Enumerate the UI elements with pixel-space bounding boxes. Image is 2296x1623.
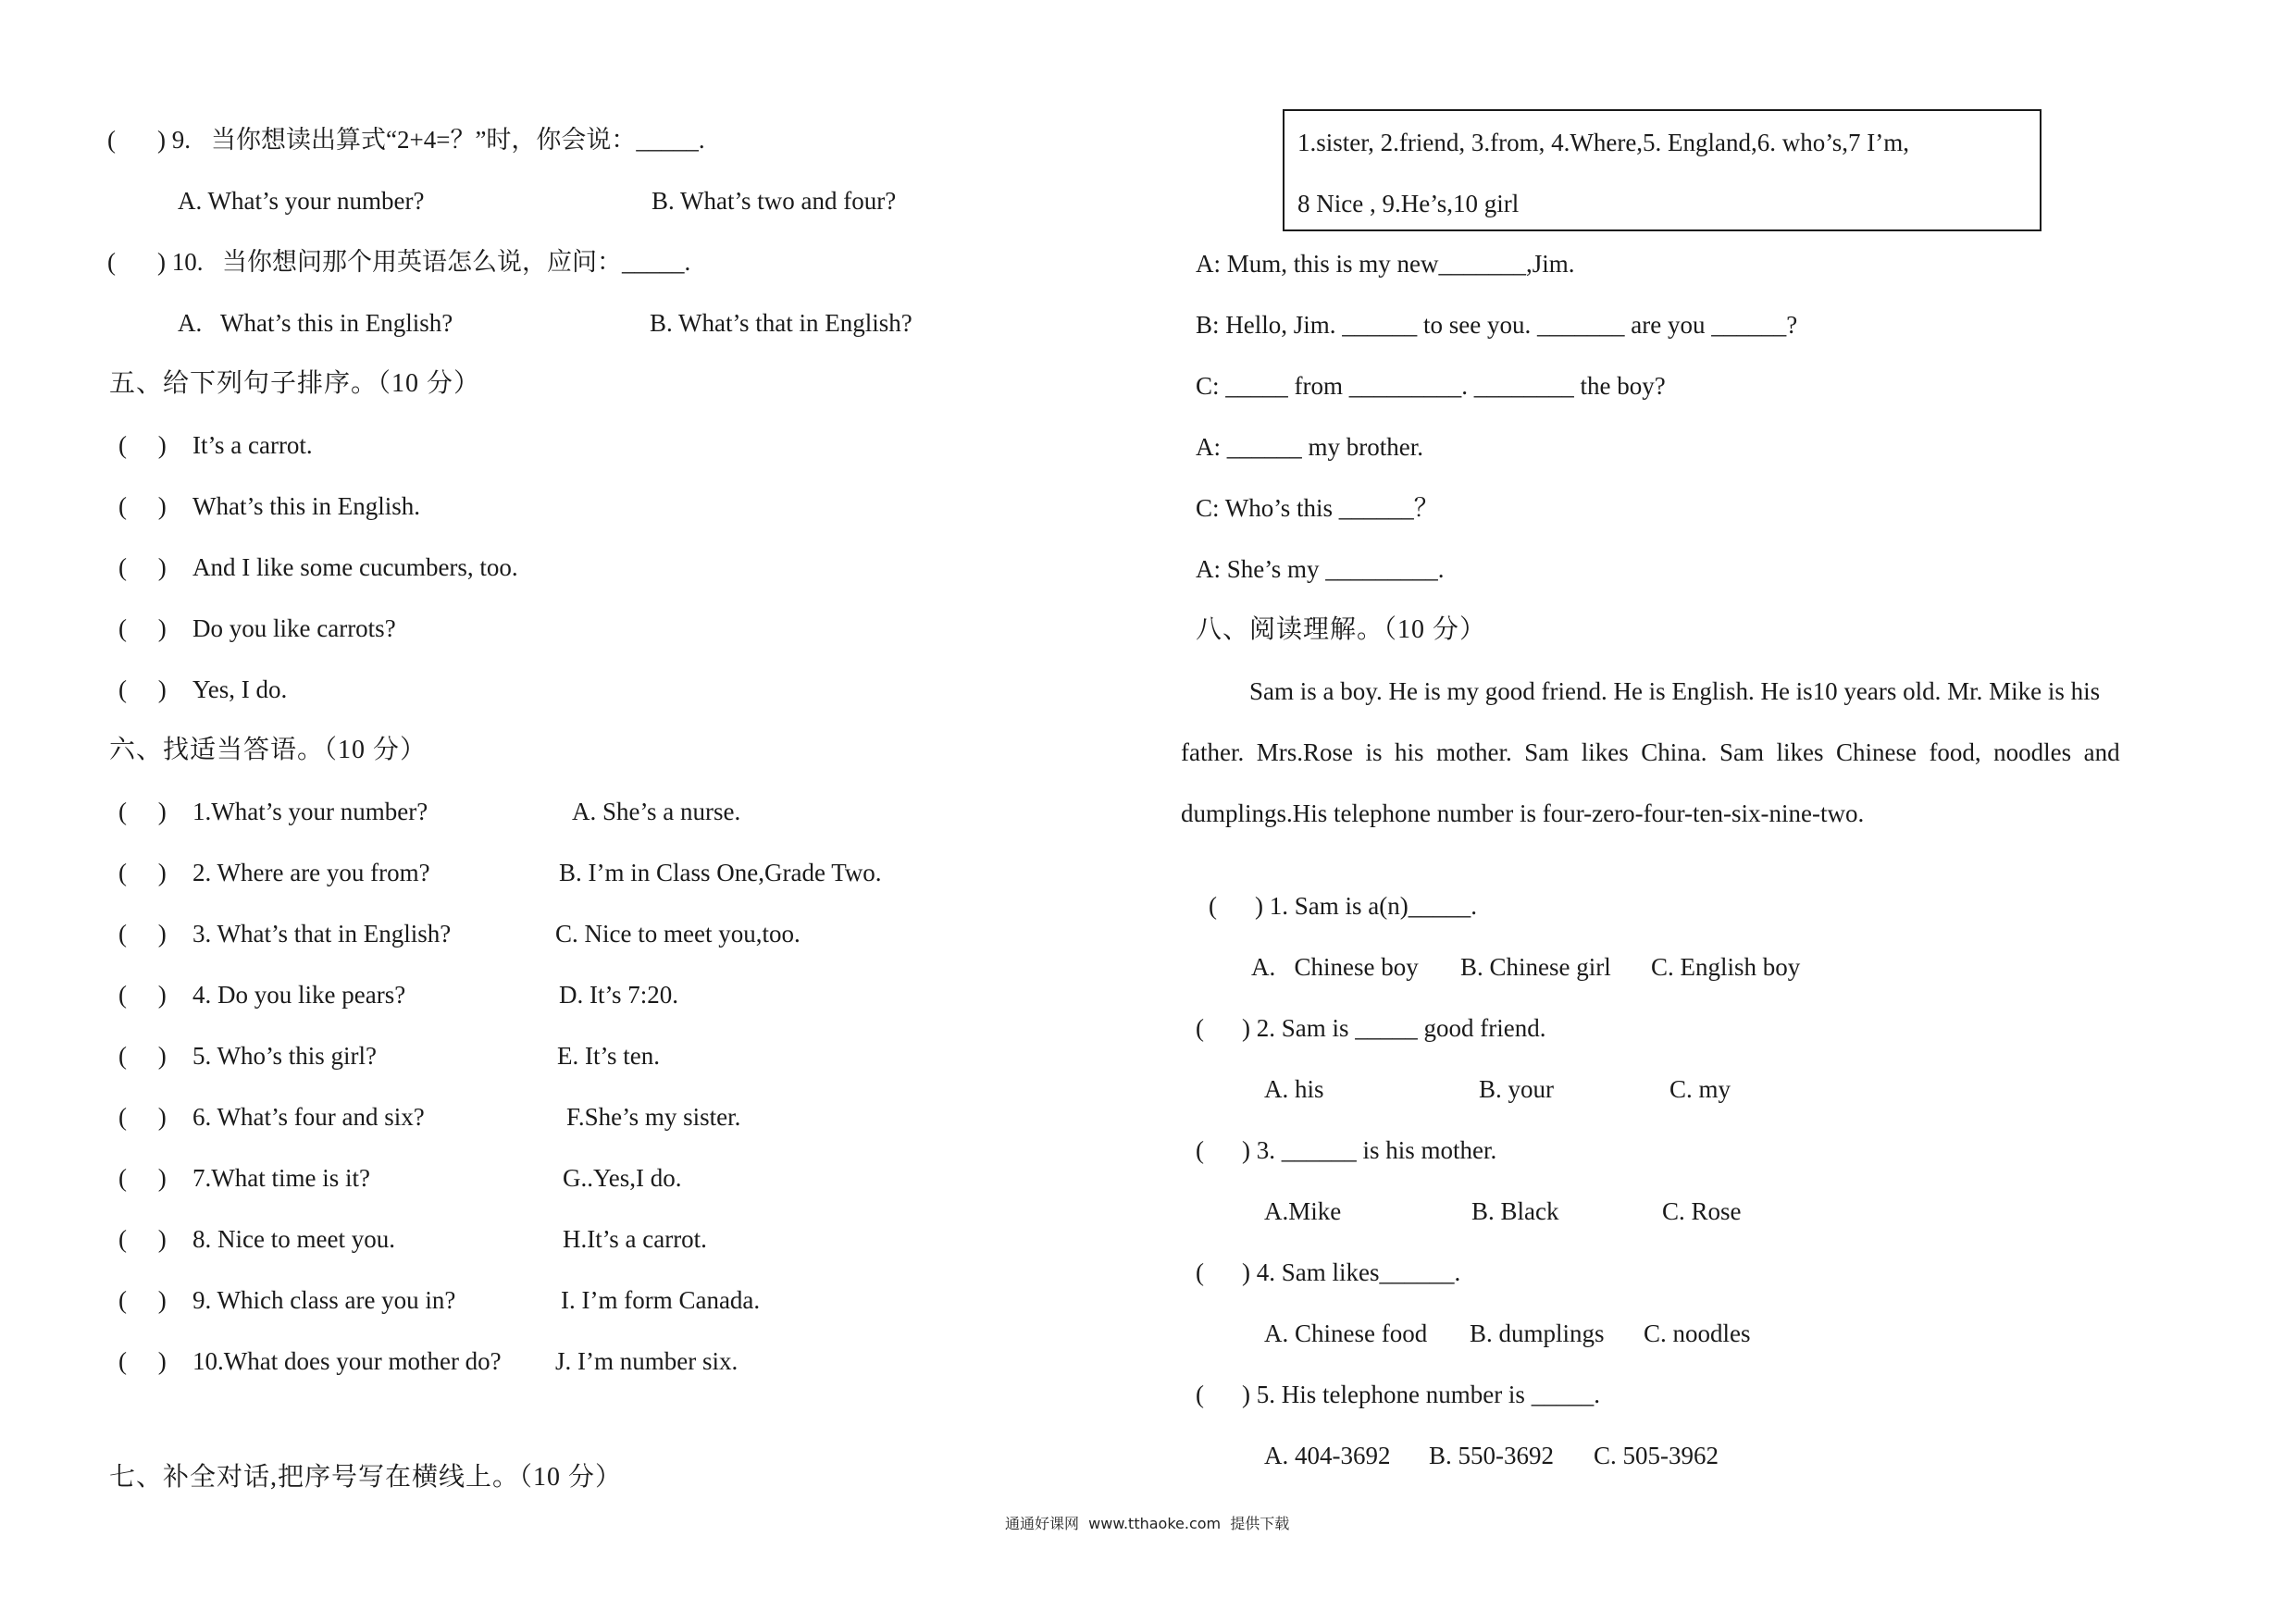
sec5-paren-2: ( ): [118, 492, 167, 520]
rc-q1-paren: (: [1209, 892, 1217, 920]
rc-q3-option-b: B. Black: [1471, 1197, 1559, 1225]
rc-q1-stem: ) 1. Sam is a(n)_____.: [1255, 892, 1477, 920]
section-5-title: 五、给下列句子排序。（10 分）: [109, 369, 481, 398]
q10-number: ) 10.: [157, 248, 204, 276]
sec6-question-1: 1.What’s your number?: [192, 798, 428, 825]
sec5-paren-4: ( ): [118, 614, 167, 642]
rc-q4-option-c: C. noodles: [1644, 1319, 1751, 1347]
sec5-item-3: And I like some cucumbers, too.: [192, 553, 518, 581]
sec6-paren-3: ( ): [118, 920, 167, 948]
section-7-title: 七、补全对话,把序号写在横线上。（10 分）: [109, 1463, 623, 1492]
rc-q5-paren: (: [1196, 1381, 1204, 1408]
sec6-answer-j: J. I’m number six.: [555, 1347, 738, 1375]
rc-q5-option-a: A. 404-3692: [1264, 1442, 1391, 1469]
sec6-answer-i: I. I’m form Canada.: [561, 1286, 761, 1314]
rc-q4-stem: ) 4. Sam likes______.: [1242, 1258, 1461, 1286]
rc-q2-option-a: A. his: [1264, 1075, 1324, 1103]
q10-paren: (: [107, 248, 116, 276]
sec6-paren-1: ( ): [118, 798, 167, 825]
rc-q2-stem: ) 2. Sam is _____ good friend.: [1242, 1014, 1546, 1042]
sec6-paren-6: ( ): [118, 1103, 167, 1131]
footer-credit: 通通好课网 www.tthaoke.com 提供下载: [1005, 1515, 1290, 1532]
sec6-paren-10: ( ): [118, 1347, 167, 1375]
sec6-question-3: 3. What’s that in English?: [192, 920, 452, 948]
sec6-question-9: 9. Which class are you in?: [192, 1286, 456, 1314]
sec5-paren-1: ( ): [118, 431, 167, 459]
sec6-question-8: 8. Nice to meet you.: [192, 1225, 395, 1253]
sec6-paren-8: ( ): [118, 1225, 167, 1253]
sec6-question-6: 6. What’s four and six?: [192, 1103, 425, 1131]
rc-q3-option-a: A.Mike: [1264, 1197, 1342, 1225]
dialog-line-5: C: Who’s this ______？: [1196, 494, 1439, 522]
sec6-paren-7: ( ): [118, 1164, 167, 1192]
sec6-question-4: 4. Do you like pears?: [192, 981, 406, 1009]
q9-prompt: 当你想读出算式“2+4=？”时，你会说：_____.: [211, 126, 705, 154]
rc-q3-option-c: C. Rose: [1662, 1197, 1742, 1225]
passage-line-2: father. Mrs.Rose is his mother. Sam likes China. Sam likes Chinese food, noodles and: [1181, 738, 2120, 766]
q10-prompt: 当你想问那个用英语怎么说，应问：_____.: [222, 248, 691, 276]
word-bank-line-1: 1.sister, 2.friend, 3.from, 4.Where,5. England,6. who’s,7 I’m,: [1297, 129, 1910, 156]
rc-q3-stem: ) 3. ______ is his mother.: [1242, 1136, 1497, 1164]
rc-q2-paren: (: [1196, 1014, 1204, 1042]
sec5-item-1: It’s a carrot.: [192, 431, 313, 459]
section-6-title: 六、找适当答语。（10 分）: [109, 736, 428, 764]
dialog-line-4: A: ______ my brother.: [1196, 433, 1423, 461]
rc-q4-paren: (: [1196, 1258, 1204, 1286]
rc-q1-option-c: C. English boy: [1651, 953, 1801, 981]
dialog-line-6: A: She’s my _________.: [1196, 555, 1445, 583]
sec6-answer-b: B. I’m in Class One,Grade Two.: [559, 859, 882, 886]
sec6-question-7: 7.What time is it?: [192, 1164, 370, 1192]
rc-q2-option-c: C. my: [1669, 1075, 1731, 1103]
sec6-paren-4: ( ): [118, 981, 167, 1009]
sec5-paren-5: ( ): [118, 675, 167, 703]
rc-q5-stem: ) 5. His telephone number is _____.: [1242, 1381, 1600, 1408]
sec5-paren-3: ( ): [118, 553, 167, 581]
rc-q1-option-a: A. Chinese boy: [1251, 953, 1419, 981]
sec6-answer-c: C. Nice to meet you,too.: [555, 920, 800, 948]
sec6-answer-a: A. She’s a nurse.: [572, 798, 741, 825]
sec6-answer-f: F.She’s my sister.: [566, 1103, 741, 1131]
passage-line-3: dumplings.His telephone number is four-zero-four-ten-six-nine-two.: [1181, 799, 1865, 827]
sec5-item-5: Yes, I do.: [192, 675, 288, 703]
rc-q4-option-b: B. dumplings: [1470, 1319, 1605, 1347]
sec6-answer-h: H.It’s a carrot.: [563, 1225, 707, 1253]
q9-option-a: A. What’s your number?: [178, 187, 425, 215]
rc-q3-paren: (: [1196, 1136, 1204, 1164]
rc-q5-option-c: C. 505-3962: [1594, 1442, 1719, 1469]
rc-q4-option-a: A. Chinese food: [1264, 1319, 1428, 1347]
passage-line-1: Sam is a boy. He is my good friend. He is English. He is10 years old. Mr. Mike is his: [1249, 677, 2101, 705]
rc-q5-option-b: B. 550-3692: [1429, 1442, 1554, 1469]
q10-option-a: A. What’s this in English?: [178, 309, 453, 337]
sec5-item-4: Do you like carrots?: [192, 614, 396, 642]
sec6-question-2: 2. Where are you from?: [192, 859, 430, 886]
sec6-answer-e: E. It’s ten.: [557, 1042, 660, 1070]
word-bank-line-2: 8 Nice , 9.He’s,10 girl: [1297, 190, 1520, 217]
sec6-question-5: 5. Who’s this girl?: [192, 1042, 377, 1070]
rc-q1-option-b: B. Chinese girl: [1460, 953, 1611, 981]
q9-number: ) 9.: [157, 126, 191, 154]
sec6-paren-9: ( ): [118, 1286, 167, 1314]
sec6-answer-g: G..Yes,I do.: [563, 1164, 682, 1192]
dialog-line-1: A: Mum, this is my new_______,Jim.: [1196, 250, 1575, 278]
rc-q2-option-b: B. your: [1479, 1075, 1554, 1103]
sec6-answer-d: D. It’s 7:20.: [559, 981, 679, 1009]
sec6-paren-5: ( ): [118, 1042, 167, 1070]
q10-option-b: B. What’s that in English?: [650, 309, 912, 337]
sec6-paren-2: ( ): [118, 859, 167, 886]
q9-option-b: B. What’s two and four?: [652, 187, 897, 215]
section-8-title: 八、阅读理解。（10 分）: [1196, 615, 1487, 644]
sec5-item-2: What’s this in English.: [192, 492, 420, 520]
dialog-line-3: C: _____ from _________. ________ the boy?: [1196, 372, 1666, 400]
sec6-question-10: 10.What does your mother do?: [192, 1347, 502, 1375]
dialog-line-2: B: Hello, Jim. ______ to see you. _______ are you ______?: [1196, 311, 1798, 339]
q9-paren: (: [107, 126, 116, 154]
